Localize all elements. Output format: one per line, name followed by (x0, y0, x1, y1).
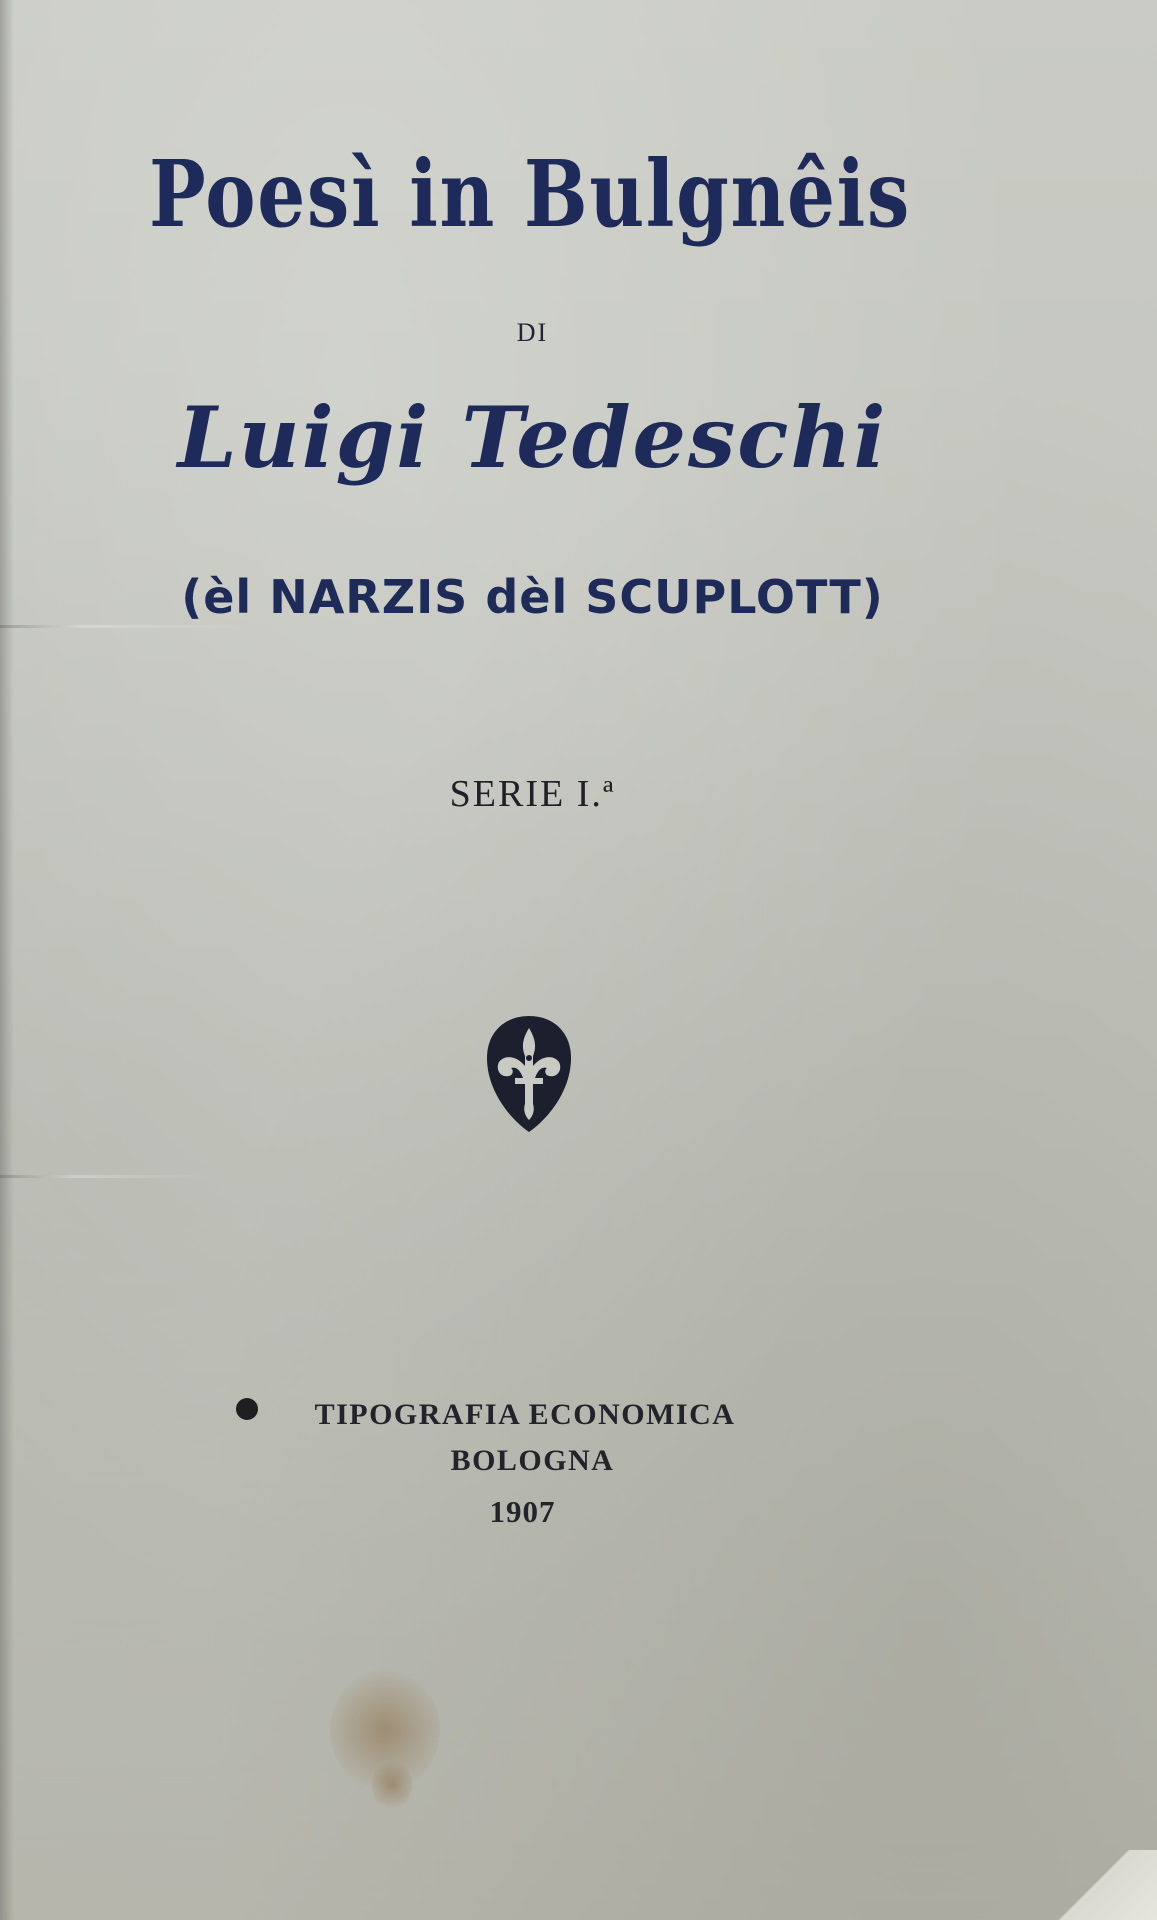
stain (372, 1760, 412, 1810)
paper-crease (0, 625, 420, 628)
series-label: SERIE I.ª (449, 773, 616, 815)
printer-city: BOLOGNA (450, 1444, 615, 1477)
torn-corner (1047, 1850, 1157, 1920)
by-label: DI (516, 318, 549, 347)
page-edge-shadow (0, 0, 14, 1920)
author-name: Luigi Tedeschi (177, 388, 888, 487)
author-pseudonym: (èl NARZIS dèl SCUPLOTT) (181, 570, 884, 624)
paper-crease (0, 1175, 360, 1178)
printer-name: TIPOGRAFIA ECONOMICA (314, 1398, 736, 1431)
book-title: Poesì in Bulgnêis (148, 140, 912, 248)
publication-year: 1907 (489, 1494, 556, 1529)
fleur-de-lis-shield-icon (483, 1012, 575, 1136)
